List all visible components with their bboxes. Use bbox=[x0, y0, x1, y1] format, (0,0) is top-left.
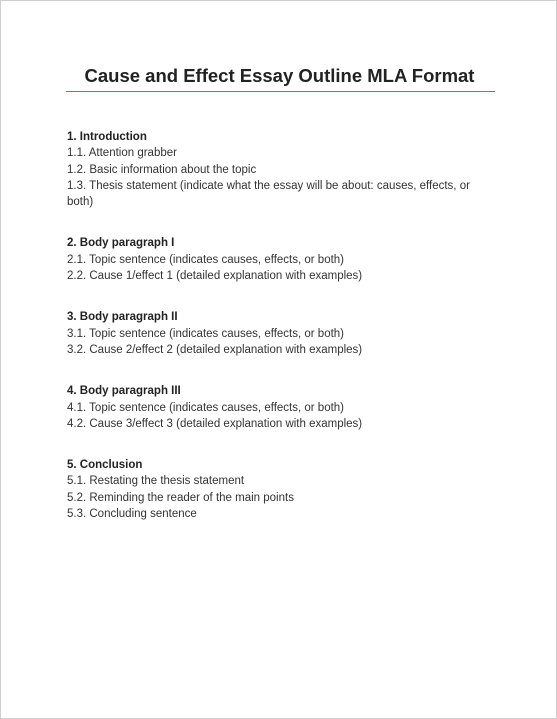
section-heading: 5. Conclusion bbox=[67, 459, 143, 472]
outline-item: 2.1. Topic sentence (indicates causes, effects, or both) bbox=[67, 253, 345, 266]
outline-item: 2.2. Cause 1/effect 1 (detailed explanation with examples) bbox=[67, 270, 363, 283]
section-body-paragraph-1 bbox=[67, 235, 497, 284]
outline-item: 1.1. Attention grabber bbox=[67, 147, 177, 160]
section-heading: 4. Body paragraph III bbox=[67, 385, 181, 398]
outline-item: 3.2. Cause 2/effect 2 (detailed explanation with examples) bbox=[67, 343, 363, 356]
title-underline bbox=[66, 91, 495, 92]
outline-item: 5.3. Concluding sentence bbox=[67, 508, 197, 521]
section-heading: 2. Body paragraph I bbox=[67, 237, 175, 250]
outline-item: 1.3. Thesis statement (indicate what the essay will be about: causes, effects, or both) bbox=[67, 179, 470, 209]
outline-item: 4.2. Cause 3/effect 3 (detailed explanation with examples) bbox=[67, 417, 363, 430]
outline-item: 3.1. Topic sentence (indicates causes, effects, or both) bbox=[67, 327, 345, 340]
outline-item: 5.2. Reminding the reader of the main points bbox=[67, 491, 294, 504]
outline-item: 5.1. Restating the thesis statement bbox=[67, 475, 245, 488]
section-heading: 3. Body paragraph II bbox=[67, 311, 178, 324]
section-body-paragraph-3 bbox=[67, 383, 497, 432]
section-introduction bbox=[67, 129, 497, 210]
section-body-paragraph-2 bbox=[67, 309, 497, 358]
outline-item: 4.1. Topic sentence (indicates causes, effects, or both) bbox=[67, 401, 345, 414]
document-title: Cause and Effect Essay Outline MLA Format bbox=[84, 65, 475, 86]
outline-content bbox=[67, 129, 497, 547]
section-conclusion bbox=[67, 457, 497, 522]
section-heading: 1. Introduction bbox=[67, 131, 147, 143]
outline-item: 1.2. Basic information about the topic bbox=[67, 163, 257, 176]
